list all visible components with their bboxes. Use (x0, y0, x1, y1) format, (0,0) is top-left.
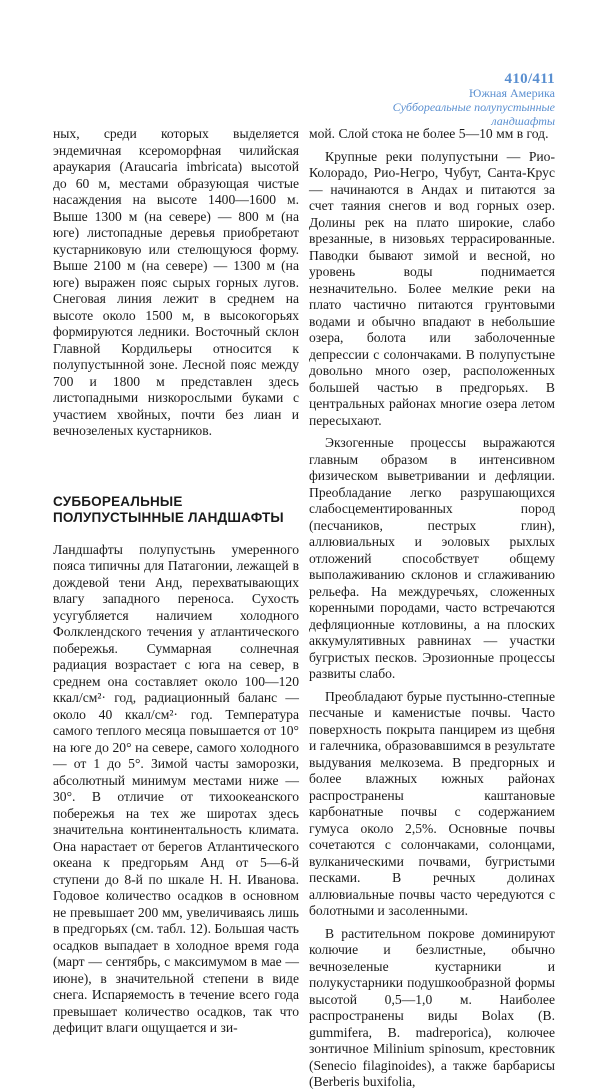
paragraph-continued-right: мой. Слой стока не более 5—10 мм в год. (309, 126, 549, 141)
running-head (393, 72, 555, 128)
section-heading (53, 494, 299, 526)
page-numbers: 410/411 (504, 71, 555, 87)
paragraph-soils: Преобладают бурые пустынно-степные песчаные и каменистые почвы. Часто поверхность покрыта панцирем из щебня и галечника, образовавшимся в результате выдувания мелкозема. В предгорных и более влажных южных районах распространены каштановые карбонатные почвы с содержанием гумуса около 2,5%. Основные почвы сочетаются с солончаками, солонцами, вулканическими почвами, бугристыми песками. В речных долинах аллювиальные почвы часто чередуются с болотными и засоленными. (309, 688, 555, 918)
paragraph-climate: Ландшафты полупустынь умеренного пояса типичны для Патагонии, лежащей в дождевой тени Анд, перехватывающих влагу западного переноса. Сухость усугубляется наличием холодного Фолклендского течения у атлантического побережья. Суммарная солнечная радиация возрастает с юга на север, в среднем она составляет около 100—120 ккал/см²· год, радиационный баланс — около 40 ккал/см²· год. Температура самого теплого месяца повышается от 10° на юге до 20° на севере, самого холодного — от 1 до 5°. Зимой часты заморозки, абсолютный минимум местами ниже —30°. В отличие от тихоокеанского побережья на тех же широтах здесь значительна континентальность климата. Она нарастает от берегов Атлантического океана к предгорьям Анд от 5—6-й ступени до 8-й по шкале Н. Н. Иванова. Годовое количество осадков в основном не превышает 200 мм, увеличиваясь лишь в предгорьях (см. табл. 12). Большая часть осадков выпадает в холодное время года (март — сентябрь, с максимумом в мае — июне), в значительной степени в виде снега. Испаряемость в течение всего года превышает количество осадков, так что дефицит влаги ощущается и зи- (53, 541, 299, 1035)
paragraph-rivers: Крупные реки полупустыни — Рио-Колорадо, Рио-Негро, Чубут, Санта-Крус — начинаются в Андах и питаются за счет таяния снегов и вод горных озер. Долины рек на плато широкие, слабо врезанные, в низовьях террасированные. Паводки бывают зимой и весной, но уровень воды поднимается незначительно. Более мелкие реки на плато частично питаются грунтовыми водами и обычно впадают в небольшие озера, болота или заболоченные депрессии с солончаками. В полупустыне довольно много озер, расположенных большей частью в предгорьях. В центральных районах многие озера летом пересыхают. (309, 148, 555, 428)
paragraph-exogenic: Экзогенные процессы выражаются главным образом в интенсивном физическом выветривании и дефляции. Преобладание легко разрушающихся слабосцементированных пород (песчаников, пестрых глин), аллювиальных и эоловых рыхлых отложений способствует общему выполаживанию склонов и сглаживанию рельефа. На междуречьях, сложенных коренными породами, часто встречаются дефляционные котловины, а на плоских аккумулятивных равнинах — участки бугристых песков. Эрозионные процессы развиты слабо. (309, 435, 555, 681)
section-heading-line1: СУББОРЕАЛЬНЫЕ (53, 493, 183, 509)
right-column (309, 126, 555, 1091)
chapter-title: Южная Америка (468, 86, 555, 100)
section-heading-line2: ПОЛУПУСТЫННЫЕ ЛАНДШАФТЫ (53, 509, 284, 525)
paragraph-vegetation: В растительном покрове доминируют колючие и безлистные, обычно вечнозеленые кустарники и полукустарники подушкообразной формы высотой 0,5—1,0 м. Наиболее распространены виды Bolax (B. gummifera, B. madreporica), колючее зонтичное Milinium spinosum, крестовник (Senecio filaginoides), а также барбарисы (Berberis buxifolia, (309, 925, 555, 1089)
section-title-line2: ландшафты (491, 114, 555, 128)
left-column (53, 126, 299, 1037)
section-title-line1: Суббореальные полупустынные (392, 100, 555, 114)
paragraph-continued: ных, среди которых выделяется эндемичная ксероморфная чилийская араукария (Araucaria imbricata) высотой до 60 м, местами образующая чистые насаждения на высоте 1400—1600 м. Выше 1300 м (на севере) — 800 м (на юге) листопадные деревья приобретают кустарниковую или стелющуюся форму. Выше 2100 м (на севере) — 1300 м (на юге) выражен пояс сырых горных лугов. Снеговая линия лежит в среднем на высоте около 1500 м, в высокогорьях формируются ледники. Восточный склон Главной Кордильеры относится к полупустынной зоне. Лесной пояс между 700 и 1800 м представлен здесь листопадными низкорослыми буками с участием хвойных, почти без лиан и вечнозеленых кустарников. (53, 126, 299, 438)
